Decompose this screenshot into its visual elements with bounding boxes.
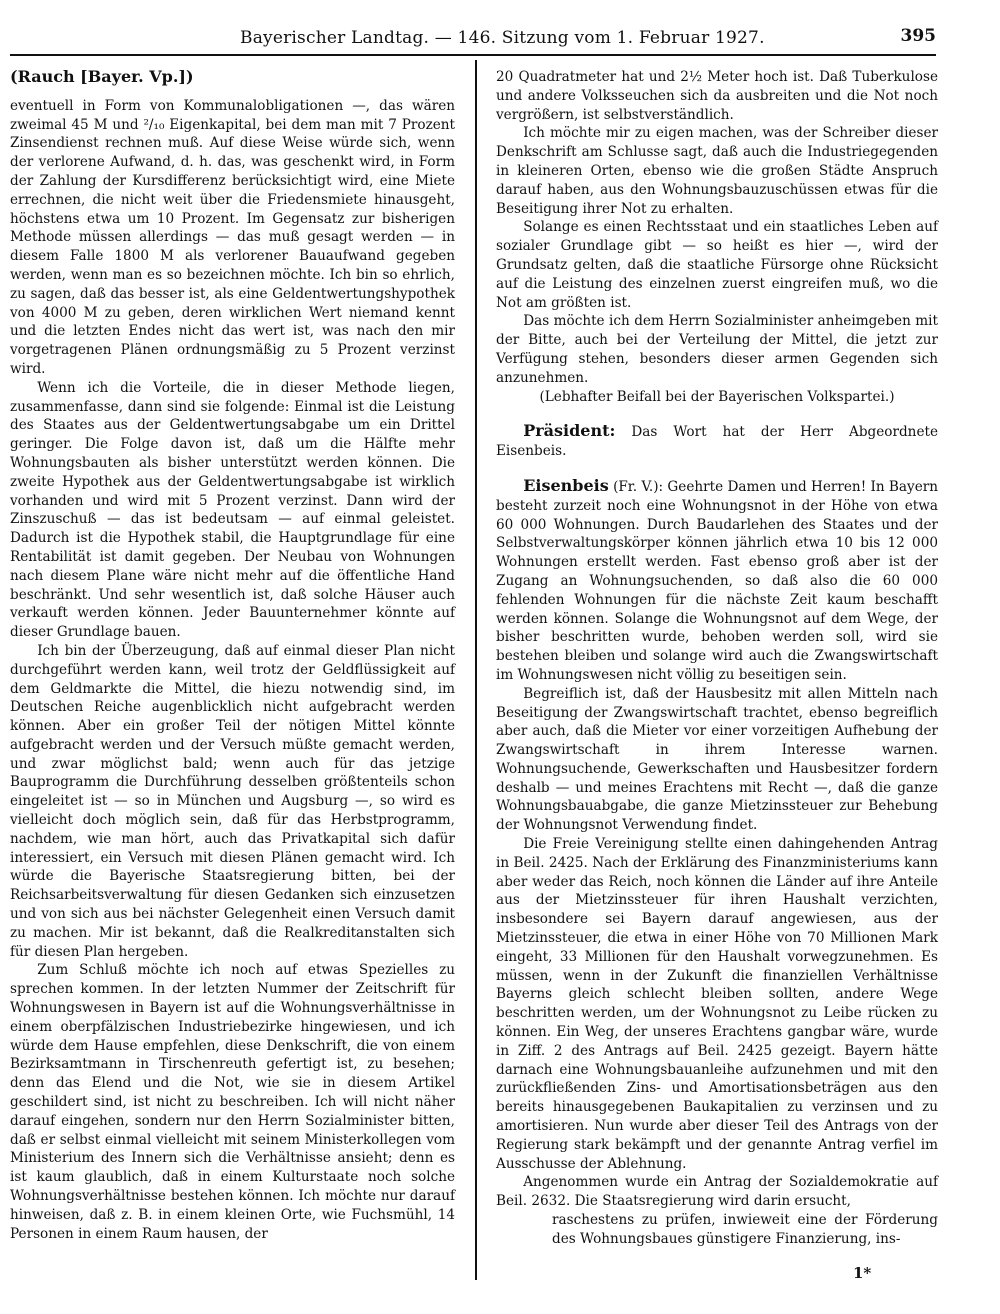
page-header xyxy=(10,26,936,56)
applause-note: (Lebhafter Beifall bei der Bayerischen Volkspartei.) xyxy=(539,388,895,405)
speech-opening xyxy=(496,477,938,685)
column-divider xyxy=(475,60,477,1280)
paragraph: Solange es einen Rechtsstaat und ein staatliches Leben auf sozialer Grundlage gibt — so heißt es hier —, wird der Grundsatz gelten, daß die staatliche Fürsorge ohne Rücksicht auf die Leistung des einzelnen zuerst eingreifen muß, wo die Not am größten ist. xyxy=(496,219,938,311)
speech-text: (Fr. V.): Geehrte Damen und Herren! In Bayern besteht zurzeit noch eine Wohnungsnot in der Höhe von etwa 60 000 Wohnungen. Durch Baudarlehen des Staates und der Selbstverwaltungskörper können jährlich etwa 10 bis 12 000 Wohnungen erstellt werden. Fast ebenso groß aber ist der Zugang an Wohnungsuchenden, so daß also die 60 000 fehlenden Wohnungen für die nächste Zeit kaum beschafft werden können. Solange die Wohnungsnot auf dem Wege, der bisher beschritten wurde, behoben werden soll, wird sie bestehen bleiben und solange wird auch die Zwangswirtschaft im Wohnungswesen nicht völlig zu beseitigen sein. xyxy=(496,478,938,683)
president-remark xyxy=(496,422,938,461)
paragraph: eventuell in Form von Kommunalobligationen —, das wären zweimal 45 M und ²/₁₀ Eigenkapital, bei dem man mit 7 Prozent Zinsendienst rechnen muß. Auf diese Weise würde sich, wenn der verlorene Aufwand, d. h. das, was geschenkt wird, in Form der Zahlung der Kursdifferenz berücksichtigt wird, eine Miete errechnen, die nicht weit über die Friedensmiete hinausgeht, höchstens etwa um 10 Prozent. Im Gegensatz zur bisherigen Methode müssen allerdings — das muß gesagt werden — in diesem Falle 1800 M als verlorener Bauaufwand gegeben werden, wenn man es so bezeichnen möchte. Ich bin so ehrlich, zu sagen, daß das besser ist, als eine Geldentwertungshypothek von 4000 M zu geben, deren wirklichen Wert niemand kennt und die letzten Endes nicht das wert ist, was nach den mir vorgetragenen Plänen ordnungsmäßig zu 5 Prozent verzinst wird. xyxy=(10,97,455,377)
speaker-name: Eisenbeis xyxy=(523,475,609,495)
paragraph: Wenn ich die Vorteile, die in dieser Methode liegen, zusammenfasse, dann sind sie folgende: Einmal ist die Leistung des Staates aus der Geldentwertungsabgabe um ein Drittel geringer. Die Folge davon ist, daß um die Hälfte mehr Wohnungsbauten als bisher unterstützt werden können. Die zweite Hypothek aus der Geldentwertungsabgabe ist wirklich vorhanden und wird mit 5 Prozent verzinst. Dann wird der Zinszuschuß — das ist bedeutsam — auf einmal geleistet. Dadurch ist die Hypothek stabil, die Hauptgrundlage für eine Rentabilität ist damit gegeben. Der Neubau von Wohnungen nach diesem Plane wäre nicht mehr auf die öffentliche Hand beschränkt. Und sehr wesentlich ist, daß solche Häuser auch verkauft werden können. Jeder Bauunternehmer könnte auf dieser Grundlage bauen. xyxy=(10,379,455,641)
paragraph: Zum Schluß möchte ich noch auf etwas Spezielles zu sprechen kommen. In der letzten Nummer der Zeitschrift für Wohnungswesen in Bayern ist auf die Wohnungsverhältnisse in einem oberpfälzischen Industriebezirke hingewiesen, und ich würde dem Hause empfehlen, diese Denkschrift, die von einem Bezirksamtmann in Tirschenreuth gefertigt ist, zu besehen; denn das Elend und die Not, wie sie in diesem Artikel geschildert sind, ist nicht zu beschreiben. Ich will nicht näher darauf eingehen, sondern nur den Herrn Sozialminister bitten, daß er selbst einmal vielleicht mit seinem Ministerkollegen vom Ministerium des Innern sich die Verhältnisse ansieht; denn es ist kaum glaublich, daß in einem Kulturstaate noch solche Wohnungsverhältnisse bestehen können. Ich möchte nur darauf hinweisen, daß z. B. in einem kleinen Orte, wie Fuchsmühl, 14 Personen in einem Raum hausen, der xyxy=(10,962,455,1242)
president-text: Das Wort hat der Herr Abgeordnete Eisenbeis. xyxy=(496,424,938,460)
president-label: Präsident: xyxy=(523,421,616,441)
paragraph: Begreiflich ist, daß der Hausbesitz mit allen Mitteln nach Beseitigung der Zwangswirtschaft trachtet, ebenso begreiflich aber auch, daß die Mieter vor einer vorzeitigen Aufhebung der Zwangswirtschaft in ihrem Interesse warnen. Wohnungsuchende, Gewerkschaften und Hausbesitzer fordern deshalb — und meines Erachtens mit Recht —, daß die ganze Wohnungsbauabgabe, die ganze Mietzinssteuer zur Behebung der Wohnungsnot Verwendung findet. xyxy=(496,685,938,834)
running-title: Bayerischer Landtag. — 146. Sitzung vom 1. Februar 1927. xyxy=(240,28,765,48)
quoted-motion: raschestens zu prüfen, inwieweit eine der Förderung des Wohnungsbaues günstigere Finanzierung, ins- xyxy=(552,1212,938,1247)
right-column xyxy=(496,68,938,1249)
paragraph: Das möchte ich dem Herrn Sozialminister anheimgeben mit der Bitte, auch bei der Verteilung der Mittel, die jetzt zur Verfügung stehen, besonders dieser armen Gegenden sich anzunehmen. xyxy=(496,313,938,386)
paragraph: Die Freie Vereinigung stellte einen dahingehenden Antrag in Beil. 2425. Nach der Erklärung des Finanzministeriums kann aber weder das Reich, noch können die Länder auf ihre Anteile aus der Mietzinssteuer für ihren Haushalt verzichten, insbesondere sei Bayern darauf angewiesen, aus der Mietzinssteuer, die etwa in einer Höhe von 70 Millionen Mark eingeht, 33 Millionen für den Haushalt vorwegzunehmen. Es müssen, wenn in der Zukunft die finanziellen Verhältnisse Bayerns gleich schlecht bleiben sollten, andere Wege beschritten werden, um der Wohnungsnot zu Leibe rücken zu können. Ein Weg, der unseres Erachtens gangbar wäre, wurde in Ziff. 2 des Antrags auf Beil. 2425 gezeigt. Bayern hätte darnach eine Wohnungsbauanleihe aufzunehmen und mit den zurückfließenden Zins- und Amortisationsbeträgen aus den bereits hinausgegebenen Baukapitalien zu verzinsen und zu amortisieren. Nun wurde aber dieser Teil des Antrags von der Regierung stark bekämpft und der genannte Antrag verfiel im Ausschusse der Ablehnung. xyxy=(496,836,938,1172)
left-column xyxy=(10,68,455,1243)
paragraph: Ich möchte mir zu eigen machen, was der Schreiber dieser Denkschrift am Schlusse sagt, daß auch die Industriegegenden in kleineren Orten, ebenso wie die großen Städte Anspruch darauf haben, aus den Wohnungsbauzuschüssen etwas für die Beseitigung ihrer Not zu erhalten. xyxy=(496,125,938,217)
speaker-heading: (Rauch [Bayer. Vp.]) xyxy=(10,67,194,86)
signature-mark: 1* xyxy=(853,1264,872,1282)
paragraph: Ich bin der Überzeugung, daß auf einmal dieser Plan nicht durchgeführt werden kann, weil trotz der Geldflüssigkeit auf dem Geldmarkte die Mittel, die hiezu notwendig sind, im Deutschen Reiche augenblicklich nicht aufgebracht werden können. Aber ein großer Teil der nötigen Mittel könnte aufgebracht werden und der Versuch müßte gemacht werden, und zwar möglichst bald; wenn auch für das jetzige Bauprogramm die Durchführung desselben größtenteils schon eingeleitet ist — so in München und Augsburg —, so wird es vielleicht doch möglich sein, daß für das Herbstprogramm, nachdem, wie man hört, auch das Privatkapital sich dafür interessiert, ein Versuch mit diesen Plänen gemacht wird. Ich würde die Bayerische Staatsregierung bitten, bei der Reichsarbeitsverwaltung für diesen Gedanken sich einzusetzen und von sich aus bei nächster Gelegenheit einen Versuch damit zu machen. Mir ist bekannt, daß die Realkreditanstalten sich für diesen Plan hergeben. xyxy=(10,642,455,960)
paragraph: 20 Quadratmeter hat und 2½ Meter hoch ist. Daß Tuberkulose und andere Volksseuchen sich da ausbreiten und die Not noch vergrößern, ist selbstverständlich. xyxy=(496,69,938,123)
page-number: 395 xyxy=(900,26,936,46)
paragraph: Angenommen wurde ein Antrag der Sozialdemokratie auf Beil. 2632. Die Staatsregierung wird darin ersucht, xyxy=(496,1174,938,1210)
